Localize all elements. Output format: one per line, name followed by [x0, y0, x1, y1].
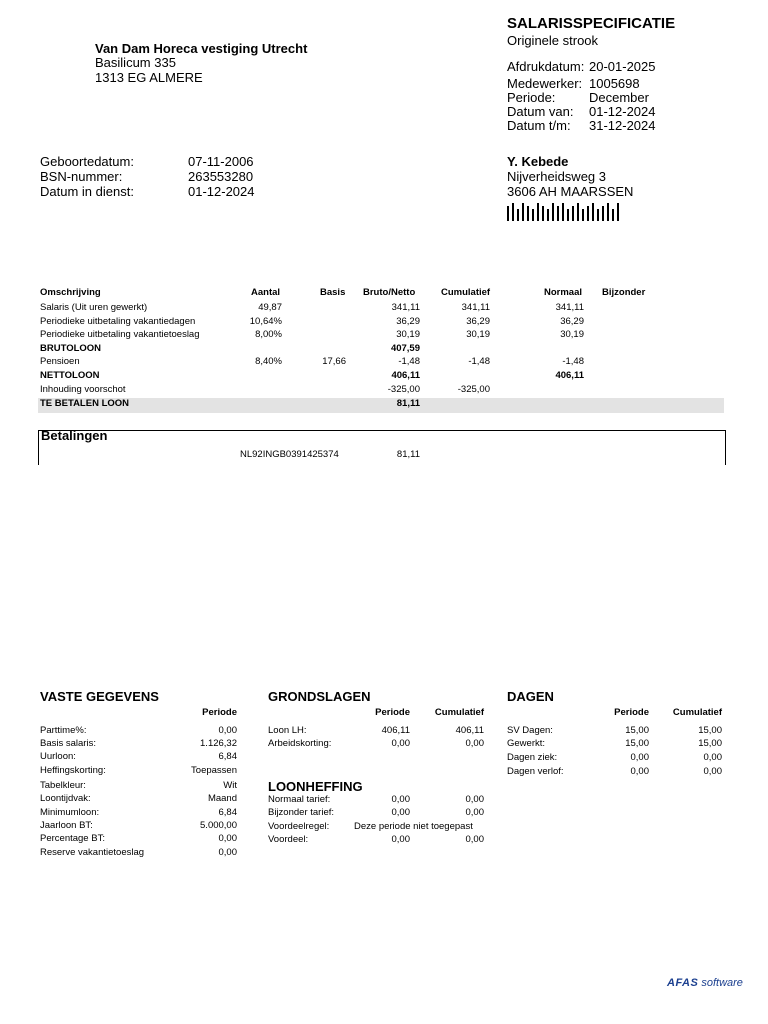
- item-cumulative: 0,00: [465, 834, 484, 845]
- item-period: 15,00: [625, 725, 649, 736]
- row-description: Periodieke uitbetaling vakantietoeslag: [40, 329, 200, 340]
- section-title-grondslagen: GRONDSLAGEN: [268, 689, 371, 704]
- item-period: 0,00: [630, 766, 649, 777]
- item-label: SV Dagen:: [507, 725, 553, 736]
- row-normal: 406,11: [555, 370, 584, 381]
- barcode-icon: [507, 201, 625, 221]
- item-value: Wit: [223, 780, 237, 791]
- grondslagen-col-cumulative: Cumulatief: [434, 707, 484, 718]
- section-title-loonheffing: LOONHEFFING: [268, 779, 363, 794]
- item-label: Percentage BT:: [40, 833, 105, 844]
- payment-amount: 81,11: [396, 449, 420, 460]
- col-header-normal: Normaal: [544, 287, 583, 298]
- item-cumulative: 15,00: [698, 738, 722, 749]
- birth-label: Geboortedatum:: [40, 154, 134, 169]
- payment-iban: NL92INGB0391425374: [240, 449, 339, 460]
- item-cumulative: 0,00: [703, 766, 722, 777]
- list-item: [0, 724, 768, 738]
- item-cumulative: 0,00: [465, 738, 484, 749]
- employee-number: 1005698: [589, 76, 640, 91]
- employer-city: 1313 EG ALMERE: [95, 70, 203, 85]
- start-date-label: Datum in dienst:: [40, 184, 134, 199]
- dagen-col-period: Periode: [614, 707, 649, 718]
- vaste-col-period: Periode: [202, 707, 237, 718]
- birth-date: 07-11-2006: [188, 154, 254, 169]
- item-cumulative: 0,00: [703, 752, 722, 763]
- row-gross-net: 30,19: [396, 329, 420, 340]
- item-label: Voordeel:: [268, 834, 309, 845]
- item-label: Normaal tarief:: [268, 794, 331, 805]
- row-gross-net: 407,59: [390, 343, 420, 354]
- row-description: NETTOLOON: [40, 370, 100, 381]
- list-item: [0, 820, 500, 834]
- bsn-number: 263553280: [188, 169, 254, 184]
- item-label: Reserve vakantietoeslag: [40, 847, 145, 858]
- row-description: Pensioen: [40, 356, 80, 367]
- table-row: [0, 355, 768, 369]
- row-gross-net: 341,11: [391, 302, 420, 313]
- row-cumulative: -1,48: [468, 356, 490, 367]
- row-description: Salaris (Uit uren gewerkt): [40, 302, 148, 313]
- row-description: Inhouding voorschot: [40, 384, 126, 395]
- employee-number-label: Medewerker:: [507, 76, 583, 91]
- section-title-vaste-gegevens: VASTE GEGEVENS: [40, 689, 159, 704]
- row-gross-net: 81,11: [396, 398, 420, 409]
- item-label: Loontijdvak:: [40, 793, 91, 804]
- item-cumulative: 406,11: [455, 725, 484, 736]
- print-date: 20-01-2025: [589, 59, 656, 74]
- col-header-basis: Basis: [320, 287, 346, 298]
- table-row: [0, 328, 768, 342]
- item-value: 0,00: [218, 847, 237, 858]
- payments-title: Betalingen: [41, 428, 108, 443]
- item-label: Parttime%:: [40, 725, 87, 736]
- item-period: 406,11: [381, 725, 410, 736]
- afas-logo: [667, 977, 743, 989]
- table-row: [0, 383, 768, 397]
- item-label: Bijzonder tarief:: [268, 807, 335, 818]
- col-header-gross-net: Bruto/Netto: [363, 287, 416, 298]
- print-date-label: Afdrukdatum:: [507, 59, 585, 74]
- row-description: Periodieke uitbetaling vakantiedagen: [40, 316, 196, 327]
- employee-city: 3606 AH MAARSSEN: [507, 184, 634, 199]
- item-value: 6,84: [218, 807, 237, 818]
- employer-name: Van Dam Horeca vestiging Utrecht: [95, 41, 308, 56]
- item-value: Maand: [207, 793, 237, 804]
- item-period: 0,00: [391, 738, 410, 749]
- row-gross-net: -1,48: [398, 356, 420, 367]
- item-value: 1.126,32: [200, 738, 237, 749]
- item-cumulative: 0,00: [465, 794, 484, 805]
- col-header-description: Omschrijving: [40, 287, 101, 298]
- item-value: 0,00: [218, 833, 237, 844]
- document-subtitle: Originele strook: [507, 33, 599, 48]
- date-from-label: Datum van:: [507, 104, 574, 119]
- item-period: 0,00: [391, 807, 410, 818]
- employee-street: Nijverheidsweg 3: [507, 169, 606, 184]
- period-value: December: [589, 90, 649, 105]
- item-label: Loon LH:: [268, 725, 307, 736]
- item-period: 0,00: [391, 794, 410, 805]
- item-label: Heffingskorting:: [40, 765, 106, 776]
- date-to: 31-12-2024: [589, 118, 656, 133]
- list-item: [0, 737, 768, 751]
- item-value: Toepassen: [191, 765, 237, 776]
- logo-suffix: software: [701, 977, 743, 989]
- row-quantity: 8,00%: [255, 329, 282, 340]
- item-value: 5.000,00: [200, 820, 237, 831]
- item-period: Deze periode niet toegepast: [354, 821, 473, 832]
- table-row: [0, 369, 768, 383]
- item-cumulative: 0,00: [465, 807, 484, 818]
- item-label: Tabelkleur:: [40, 780, 86, 791]
- section-title-dagen: DAGEN: [507, 689, 554, 704]
- table-total-row: [0, 397, 768, 411]
- document-title: SALARISSPECIFICATIE: [507, 15, 676, 32]
- list-item: [0, 806, 500, 820]
- row-quantity: 10,64%: [249, 316, 282, 327]
- list-item: [0, 833, 500, 847]
- row-normal: -1,48: [562, 356, 584, 367]
- list-item: [0, 846, 260, 860]
- item-period: 0,00: [630, 752, 649, 763]
- row-normal: 36,29: [560, 316, 584, 327]
- item-cumulative: 15,00: [698, 725, 722, 736]
- row-quantity: 49,87: [258, 302, 282, 313]
- row-description: TE BETALEN LOON: [40, 398, 130, 409]
- table-header: [0, 286, 768, 300]
- list-item: [0, 793, 500, 807]
- item-label: Basis salaris:: [40, 738, 96, 749]
- row-gross-net: 36,29: [396, 316, 420, 327]
- period-label: Periode:: [507, 90, 556, 105]
- item-label: Voordeelregel:: [268, 821, 330, 832]
- row-description: BRUTOLOON: [40, 343, 102, 354]
- list-item: [0, 751, 768, 765]
- row-cumulative: -325,00: [457, 384, 490, 395]
- start-date: 01-12-2024: [188, 184, 255, 199]
- item-period: 0,00: [391, 834, 410, 845]
- row-normal: 30,19: [560, 329, 584, 340]
- item-label: Uurloon:: [40, 751, 76, 762]
- employer-street: Basilicum 335: [95, 55, 176, 70]
- col-header-quantity: Aantal: [251, 287, 281, 298]
- list-item: [0, 779, 260, 793]
- col-header-cumulative: Cumulatief: [441, 287, 491, 298]
- table-row: [0, 301, 768, 315]
- row-normal: 341,11: [555, 302, 584, 313]
- table-row: [0, 342, 768, 356]
- item-label: Arbeidskorting:: [268, 738, 332, 749]
- item-label: Jaarloon BT:: [40, 820, 93, 831]
- item-period: 15,00: [625, 738, 649, 749]
- item-label: Dagen ziek:: [507, 752, 558, 763]
- grondslagen-col-period: Periode: [375, 707, 410, 718]
- item-value: 0,00: [218, 725, 237, 736]
- dagen-col-cumulative: Cumulatief: [672, 707, 722, 718]
- row-cumulative: 30,19: [466, 329, 490, 340]
- bsn-label: BSN-nummer:: [40, 169, 123, 184]
- row-cumulative: 36,29: [466, 316, 490, 327]
- row-cumulative: 341,11: [461, 302, 490, 313]
- row-basis: 17,66: [322, 356, 346, 367]
- col-header-special: Bijzonder: [602, 287, 646, 298]
- row-gross-net: -325,00: [387, 384, 420, 395]
- row-quantity: 8,40%: [255, 356, 282, 367]
- date-to-label: Datum t/m:: [507, 118, 571, 133]
- employee-name: Y. Kebede: [507, 154, 569, 169]
- row-gross-net: 406,11: [391, 370, 420, 381]
- list-item: [0, 765, 768, 779]
- date-from: 01-12-2024: [589, 104, 656, 119]
- item-label: Minimumloon:: [40, 807, 100, 818]
- item-label: Dagen verlof:: [507, 766, 564, 777]
- item-label: Gewerkt:: [507, 738, 546, 749]
- table-row: [0, 315, 768, 329]
- item-value: 6,84: [218, 751, 237, 762]
- logo-brand: AFAS: [667, 977, 699, 989]
